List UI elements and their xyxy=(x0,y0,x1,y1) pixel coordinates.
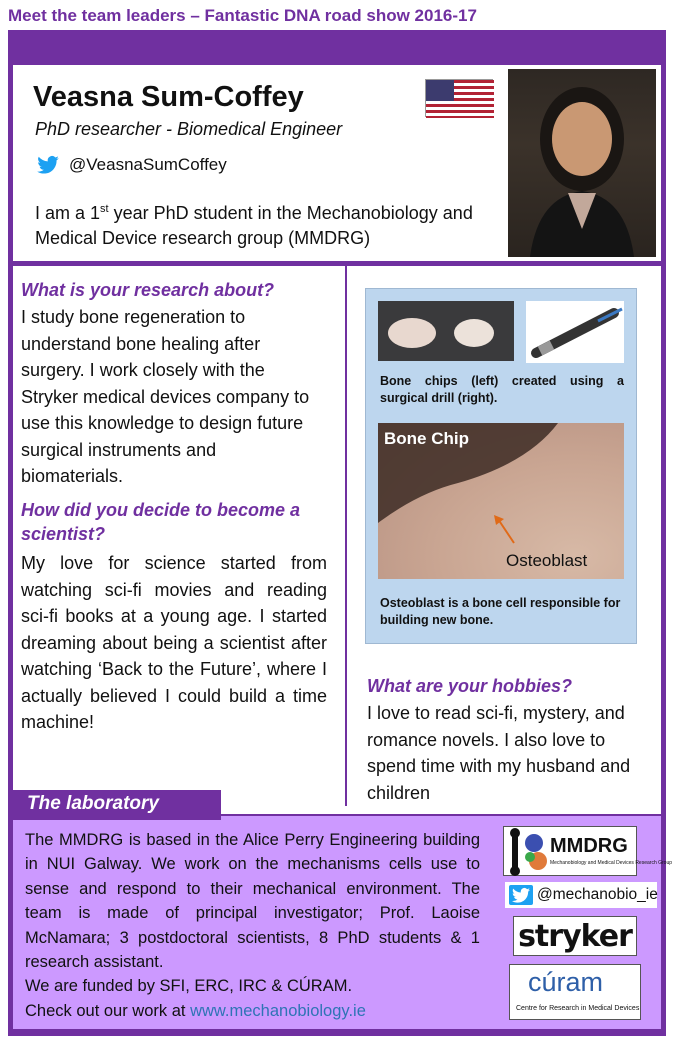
bone-chips-image xyxy=(378,301,514,361)
bone-chip-label: Bone Chip xyxy=(384,429,469,448)
laboratory-checkout: Check out our work at xyxy=(25,1001,191,1020)
us-flag-icon xyxy=(425,79,493,117)
intro-start: I am a 1 xyxy=(35,203,101,223)
twitter-handle[interactable]: @VeasnaSumCoffey xyxy=(69,155,227,174)
figure-caption-bottom: Osteoblast is a bone cell responsible for building new bone. xyxy=(380,596,621,627)
profile-twitter[interactable] xyxy=(37,155,227,175)
page-title: Meet the team leaders – Fantastic DNA road show 2016-17 xyxy=(8,6,477,25)
laboratory-title: The laboratory xyxy=(27,793,159,814)
laboratory-section xyxy=(13,816,673,1029)
figure-caption-top: Bone chips (left) created using a surgical drill (right). xyxy=(380,374,624,405)
mmdrg-logo-subtitle: Mechanobiology and Medical Devices Research Group xyxy=(550,860,673,866)
scientist-answer: My love for science started from watching sci-fi movies and reading sci-fi books at a young age. I started dreaming about being a scientist after watching ‘Back to the Future’, where I actually believed I could build a time machine! xyxy=(21,553,327,732)
mmdrg-logo-text: MMDRG xyxy=(550,835,628,857)
curam-logo xyxy=(509,964,641,1020)
profile-name: Veasna Sum-Coffey xyxy=(33,81,304,113)
research-answer: I study bone regeneration to understand bone healing after surgery. I work closely with the Stryker medical devices company to use this knowledge to design future surgical instruments and biomaterials. xyxy=(21,307,310,486)
profile-intro xyxy=(35,197,505,251)
qa-section xyxy=(13,266,661,814)
laboratory-text xyxy=(25,828,480,1023)
lab-twitter-handle[interactable]: @mechanobio_ie xyxy=(537,886,658,903)
column-divider xyxy=(345,266,347,806)
twitter-bird-icon xyxy=(509,885,533,905)
microscope-image xyxy=(378,423,624,579)
laboratory-tab xyxy=(13,790,221,820)
curam-logo-text: cúram xyxy=(528,967,604,997)
osteoblast-label: Osteoblast xyxy=(506,551,588,570)
profile-photo xyxy=(508,69,656,257)
figure-box xyxy=(365,288,637,644)
laboratory-funding: We are funded by SFI, ERC, IRC & CÚRAM. xyxy=(25,977,353,996)
research-question: What is your research about? xyxy=(21,280,275,300)
hobbies-question: What are your hobbies? xyxy=(367,676,573,696)
intro-superscript: st xyxy=(100,203,109,215)
profile-role: PhD researcher - Biomedical Engineer xyxy=(35,119,343,139)
profile-section xyxy=(13,65,661,261)
surgical-drill-image xyxy=(526,301,624,363)
stryker-logo: stryker xyxy=(513,916,637,956)
lab-twitter[interactable] xyxy=(505,882,657,908)
scientist-question: How did you decide to become a scientist? xyxy=(21,500,301,544)
intro-end: year PhD student in the Mechanobiology and Medical Device research group (MMDRG) xyxy=(35,203,473,248)
laboratory-description: The MMDRG is based in the Alice Perry Engineering building in NUI Galway. We work on the mechanisms cells use to sense and respond to their mechanical environment. The team is made of principal investigator; Prof. Laoise McNamara; 3 postdoctoral scientists, 8 PhD students & 1 research assistant. xyxy=(25,831,480,972)
mmdrg-logo xyxy=(503,826,673,876)
curam-logo-subtitle: Centre for Research in Medical Devices xyxy=(516,1005,640,1012)
twitter-bird-icon xyxy=(37,156,59,174)
hobbies-answer: I love to read sci-fi, mystery, and romance novels. I also love to spend time with my husband and children xyxy=(367,703,631,803)
laboratory-website-link[interactable]: www.mechanobiology.ie xyxy=(190,1001,366,1020)
